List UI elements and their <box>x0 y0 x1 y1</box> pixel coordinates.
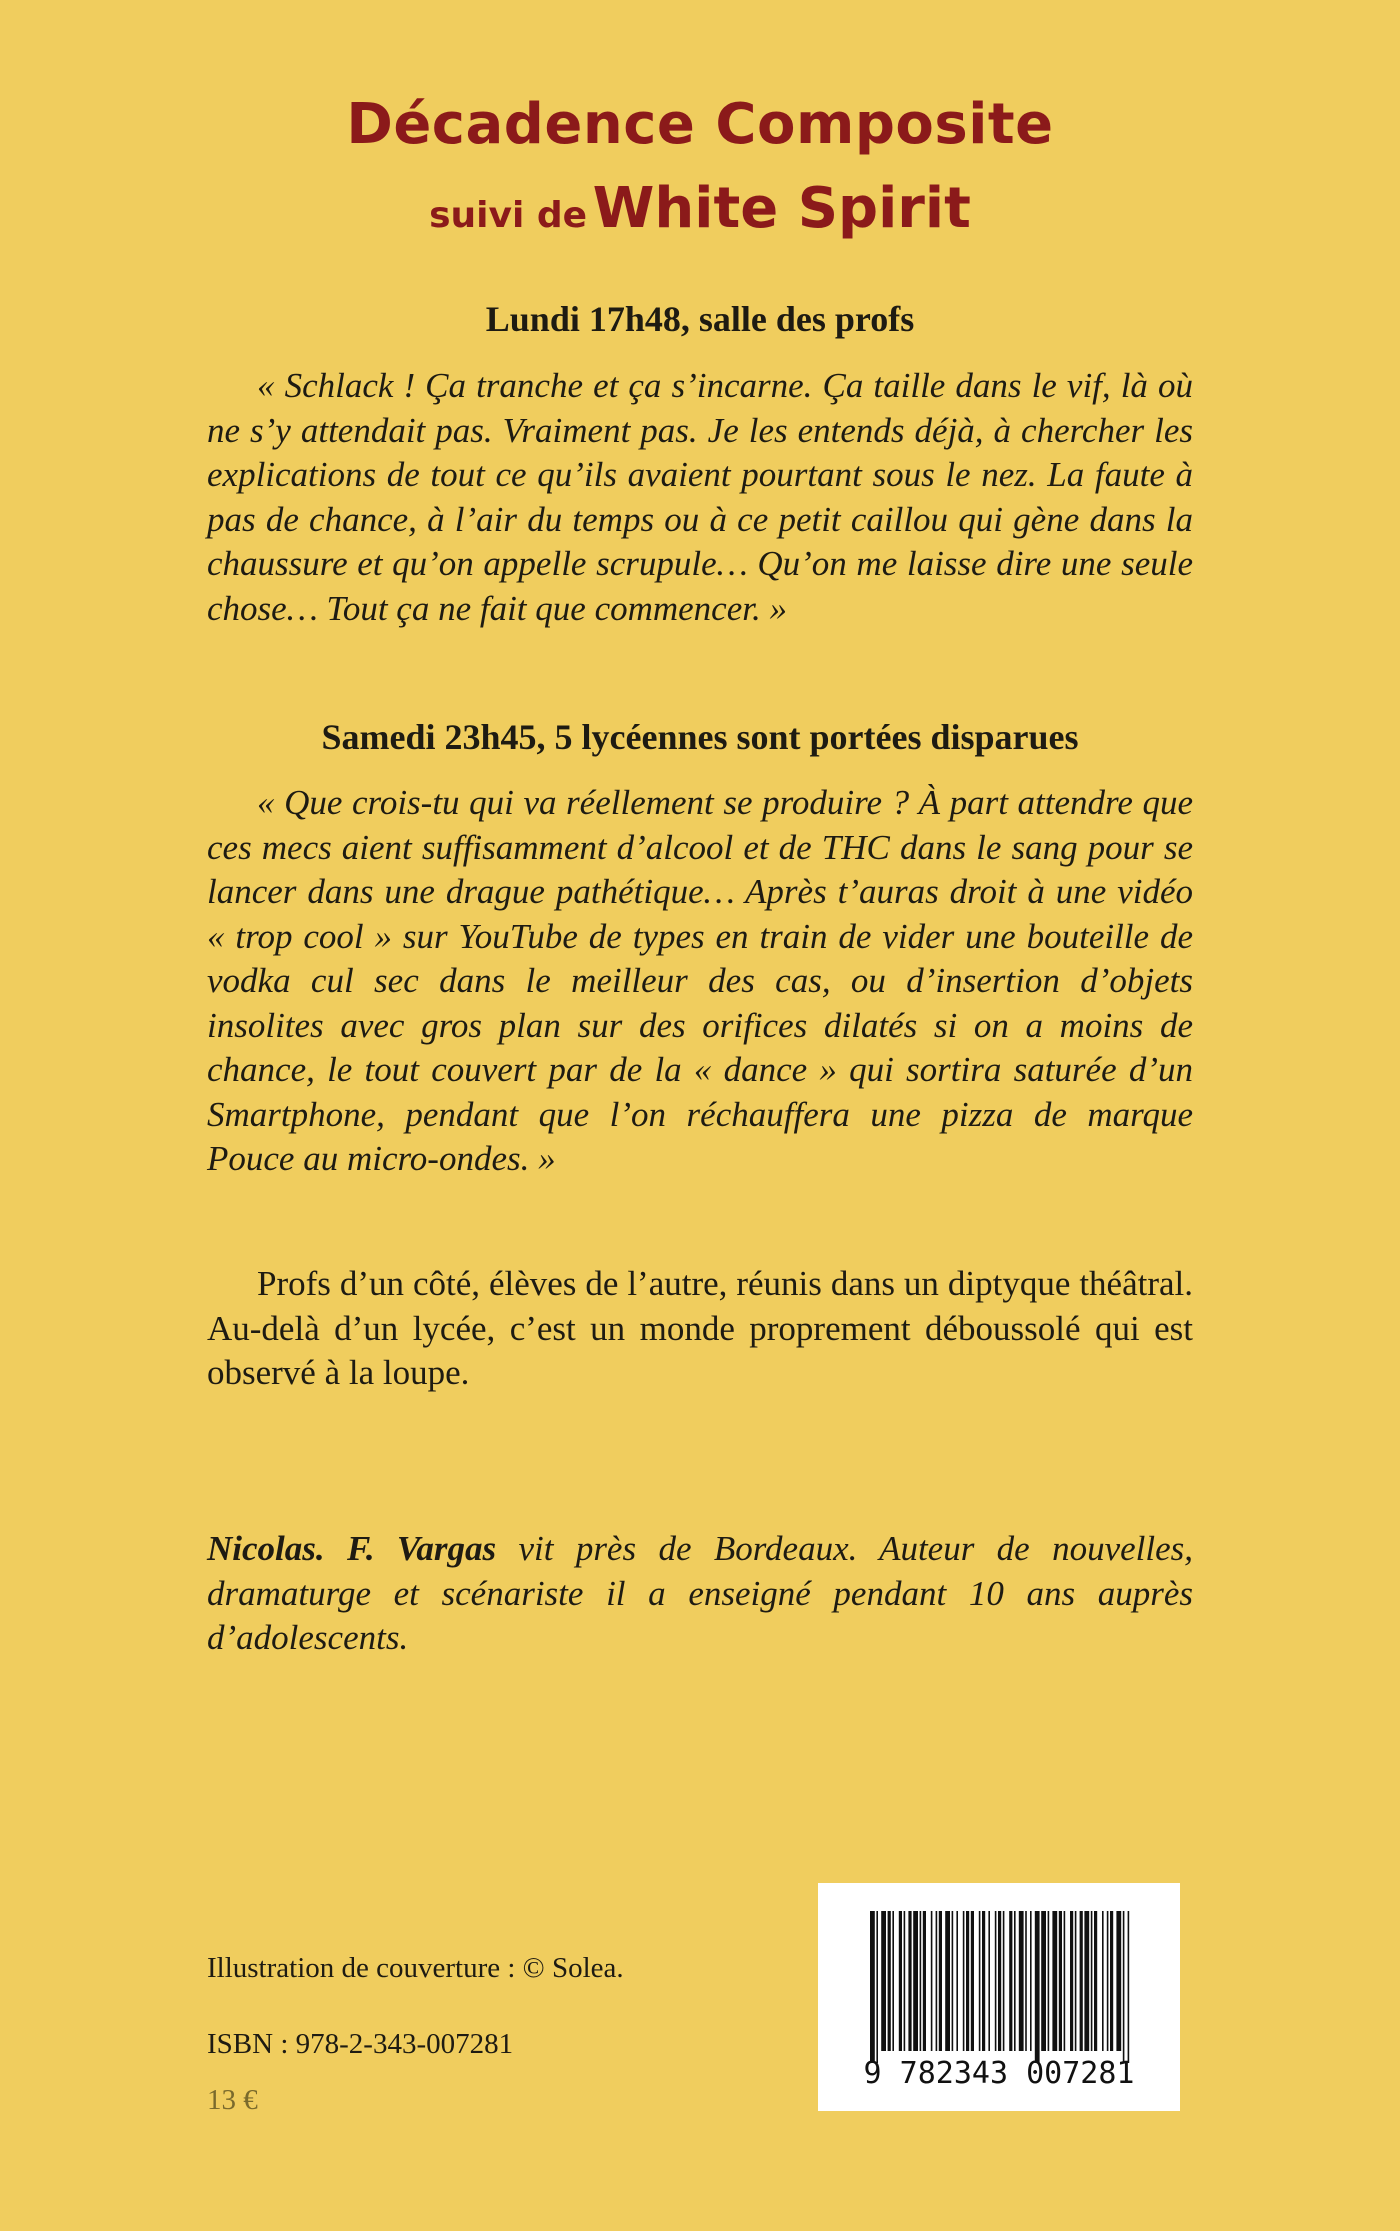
author-name: Nicolas. F. Vargas <box>207 1529 497 1568</box>
barcode-bar <box>971 1911 974 2051</box>
price: 13 € <box>207 2084 258 2116</box>
barcode-bar <box>1094 1911 1097 2051</box>
barcode-bar <box>870 1911 875 2063</box>
subtitle-prefix: suivi de <box>429 195 588 236</box>
barcode-bar <box>920 1911 922 2051</box>
barcode-bar <box>998 1911 1001 2051</box>
barcode-bar <box>1030 1911 1032 2051</box>
barcode-bar <box>956 1911 958 2051</box>
barcode-bar <box>908 1911 911 2051</box>
barcode-bar <box>1003 1911 1005 2051</box>
summary-text: Profs d’un côté, élèves de l’autre, réunis dans un diptyque théâtral. Au-delà d’un lycée, c’est un monde proprement déboussolé qui est observé à la loupe. <box>207 1264 1193 1392</box>
barcode-bar <box>982 1911 985 2051</box>
barcode-bar <box>966 1911 969 2051</box>
barcode-bar <box>931 1911 933 2051</box>
barcode-bar <box>923 1911 926 2051</box>
barcode-bar <box>1059 1911 1062 2051</box>
barcode-bar <box>1041 1911 1046 2051</box>
excerpt-2: « Que crois-tu qui va réellement se produire ? À part attendre que ces mecs aient suffisamment d’alcool et de THC dans le sang pour se lancer dans une drague pathétique… Après t’auras droit à une vidéo « trop cool » sur YouTube de types en train de vider une bouteille de vodka cul sec dans le meilleur des cas, ou d’insertion d’objets insolites avec gros plan sur des orifices dilatés si on a moins de chance, le tout couvert par de la « dance » qui sortira saturée d’un Smartphone, pendant que l’on réchauffera une pizza de marque Pouce au micro-ondes. » <box>207 783 1193 1178</box>
barcode-bar <box>1014 1911 1016 2051</box>
barcode-bar <box>1009 1911 1012 2051</box>
barcode-bar <box>1110 1911 1113 2051</box>
barcode-bars <box>870 1911 1129 2063</box>
barcode-digits: 9 782343 007281 <box>863 2056 1135 2091</box>
barcode-image <box>818 1883 1180 2111</box>
barcode-bar <box>1084 1911 1089 2051</box>
barcode-bar <box>995 1911 997 2051</box>
illustration-credit: Illustration de couverture : © Solea. <box>207 1952 624 1984</box>
book-title: Décadence Composite <box>346 92 1054 157</box>
barcode-bar <box>1070 1911 1073 2051</box>
barcode-bar <box>1035 1911 1040 2063</box>
barcode-bar <box>881 1911 886 2051</box>
barcode-bar <box>936 1911 938 2051</box>
section-heading-1: Lundi 17h48, salle des profs <box>485 299 915 339</box>
barcode-bar <box>979 1911 981 2051</box>
barcode-bar <box>888 1911 891 2051</box>
barcode-bar <box>892 1911 894 2051</box>
barcode-bar <box>1052 1911 1057 2051</box>
isbn: ISBN : 978-2-343-007281 <box>207 2028 514 2060</box>
barcode-bar <box>1116 1911 1121 2051</box>
barcode-bar <box>1123 1911 1125 2063</box>
barcode-bar <box>952 1911 954 2051</box>
barcode-bar <box>876 1911 878 2063</box>
barcode-bar <box>1102 1911 1104 2051</box>
author-bio-text: vit près de Bordeaux. Auteur de nouvelles, dramaturge et scénariste il a enseigné pendant 10 ans auprès d’adolescents. <box>207 1529 1193 1657</box>
barcode-bar <box>1064 1911 1066 2051</box>
barcode-bar <box>1019 1911 1024 2051</box>
barcode-bar <box>963 1911 965 2051</box>
barcode-bar <box>939 1911 942 2051</box>
barcode-bar <box>1091 1911 1093 2051</box>
barcode-bar <box>988 1911 990 2051</box>
barcode-bar <box>1080 1911 1083 2051</box>
barcode-bar <box>913 1911 918 2051</box>
subtitle-title: White Spirit <box>592 176 971 241</box>
barcode-bar <box>1128 1911 1130 2063</box>
barcode-bar <box>1025 1911 1027 2051</box>
excerpt-1: « Schlack ! Ça tranche et ça s’incarne. Ça taille dans le vif, là où ne s’y attendait pas. Vraiment pas. Je les entends déjà, à chercher les explications de tout ce qu’ils avaient pourtant sous le nez. La faute à pas de chance, à l’air du temps ou à ce petit caillou qui gène dans la chaussure et qu’on appelle scrupule… Qu’on me laisse dire une seule chose… Tout ça ne fait que commencer. » <box>207 366 1193 628</box>
book-subtitle <box>0 176 1400 241</box>
barcode-bar <box>1048 1911 1050 2051</box>
barcode <box>818 1883 1180 2111</box>
author-bio <box>207 1527 1193 1661</box>
section-heading-2: Samedi 23h45, 5 lycéennes sont portées disparues <box>321 717 1079 757</box>
barcode-bar <box>1107 1911 1109 2051</box>
barcode-bar <box>899 1911 902 2051</box>
barcode-bar <box>1075 1911 1077 2051</box>
barcode-bar <box>945 1911 950 2051</box>
barcode-bar <box>904 1911 906 2051</box>
